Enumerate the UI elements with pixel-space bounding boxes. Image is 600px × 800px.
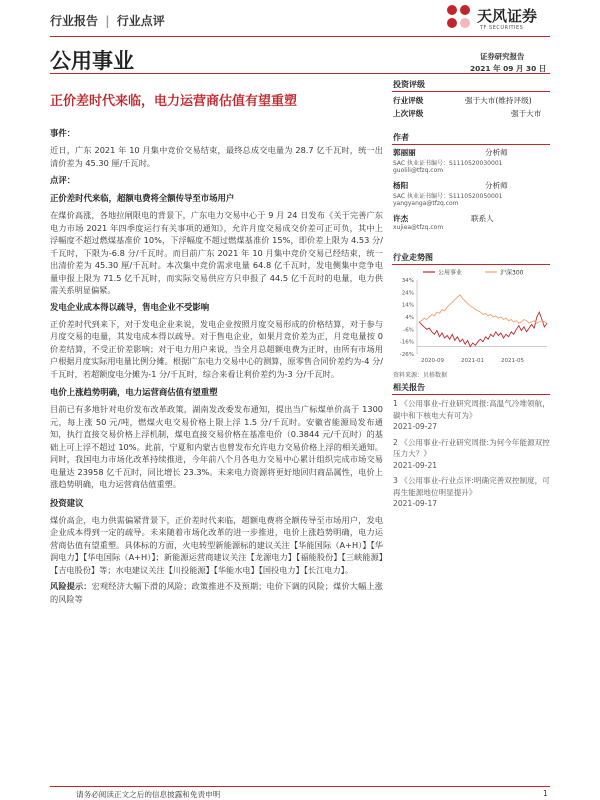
header-divider — [50, 36, 550, 37]
footer-divider — [50, 786, 550, 787]
report-type-tag — [50, 12, 165, 29]
last-rating-label: 上次评级 — [393, 109, 424, 118]
event-text: 近日，广东 2021 年 10 月集中竞价交易结束，最终总成交电量为 28.7 亿千瓦时，统一出清价差为 45.30 厘/千瓦时。 — [50, 145, 383, 168]
author-name: 杨阳 — [393, 181, 409, 190]
industry-trend-chart — [393, 266, 551, 366]
y-tick-label: 24% — [401, 290, 414, 297]
paragraph: 正价差时代到来下，对于发电企业来说，发电企业按照月度交易形成的价格结算，对于参与月度交易的电量，其发电成本得以疏导。对于售电企业，如果月竞价差为正，月竞电量按 0 价差结算，不受正价差影响；对于电力用户来说，当全月总超额电费为正时，由所有市场用户根据月度实际用电量比例分摊。根据广东电力交易中心的测算，原零售合同价差约为-4 分/千瓦时，若超额度电分摊为-1 分/千瓦时，综合来看让利价差约为-3 分/千瓦时。 — [50, 318, 383, 379]
industry-title: 公用事业 — [50, 49, 134, 73]
risk-warning — [50, 580, 383, 605]
event-heading: 事件： — [50, 128, 76, 138]
author-email[interactable]: yangyanga@tfzq.com — [393, 200, 459, 207]
report-type: 行业报告 — [50, 14, 99, 28]
x-tick-label: 2020-09 — [421, 358, 444, 364]
main-body — [50, 127, 383, 605]
author-name: 许杰 — [393, 214, 409, 223]
report-title: 正价差时代来临，电力运营商估值有望重塑 — [50, 94, 298, 109]
series-line — [419, 295, 547, 323]
author-name: 郭丽丽 — [393, 148, 416, 157]
y-tick-label: 4% — [405, 315, 414, 321]
y-tick-label: 14% — [401, 302, 414, 309]
logo-english: TF SECURITIES — [480, 25, 524, 31]
trend-heading: 行业走势图 — [393, 253, 433, 262]
related-report[interactable]: 2 《公用事业-行业研究周报:为何今年能源双控压力大？》 — [393, 437, 550, 458]
related-list — [393, 398, 551, 510]
related-date: 2021-09-17 — [393, 499, 438, 508]
report-subtype: 行业点评 — [116, 14, 165, 28]
author-role: 联系人 — [471, 214, 494, 223]
series-line — [419, 312, 547, 347]
author-heading: 作者 — [393, 133, 409, 142]
last-rating-value: 强于大市 — [511, 109, 542, 118]
paragraph: 在煤价高涨，各地拉闸限电的背景下，广东电力交易中心于 9 月 24 日发布《关于完善广东电力市场 2021 年四季度运行有关事项的通知》，允许月度交易成交价差可正可负，其中上浮幅度不超过燃煤基准价 10%，下浮幅度不超过燃煤基准价 15%，即价差上限为 4.53 分/千瓦时，下限为-6.8 分/千瓦时。而目前广东 2021 年 10 月集中竞价交易已经结束，统一出清价差为 45.30 厘/千瓦时。本次集中竞价需求电量 64.8 亿千瓦时，发电侧集中竞争电量申报上限为 71.5 亿千瓦时，而实际交易供应方只申报了 44.5 亿千瓦时的电量，电力供需关系明显偏紧。 — [50, 210, 383, 295]
related-report[interactable]: 1 《公用事业-行业研究周报:高温气冷堆领航，碳中和下核电大有可为》 — [393, 399, 550, 420]
risk-text: 宏观经济大幅下滑的风险；政策推进不及预期；电价下调的风险；煤价大幅上涨的风险等 — [50, 581, 383, 604]
page-number: 1 — [543, 789, 548, 798]
author-role: 分析师 — [485, 181, 508, 190]
related-date: 2021-09-21 — [393, 460, 438, 470]
y-tick-label: -6% — [403, 327, 414, 334]
y-tick-label: 34% — [401, 278, 414, 284]
author-role: 分析师 — [485, 148, 508, 157]
related-date: 2021-09-27 — [393, 422, 438, 431]
related-report[interactable]: 3 《公用事业-行业点评:明确完善双控制度，可再生能源地位明显提升》 — [393, 476, 550, 497]
x-tick-label: 2021-01 — [461, 358, 484, 364]
y-tick-label: -26% — [399, 352, 414, 358]
rating-label: 行业评级 — [393, 96, 424, 105]
investment-heading: 投资建议 — [50, 497, 84, 508]
author-sac: SAC 执业证书编号：S1110520030001 — [393, 160, 503, 167]
author-email[interactable]: xujiea@tfzq.com — [393, 224, 444, 231]
author-sac: SAC 执业证书编号：S1110520050001 — [393, 193, 503, 200]
legend-label: 公用事业 — [438, 269, 463, 277]
legend-label: 沪深300 — [500, 269, 524, 277]
report-date: 2021 年 09 月 30 日 — [470, 64, 547, 73]
risk-heading: 风险提示： — [50, 581, 92, 591]
related-heading: 相关报告 — [393, 383, 425, 392]
chart-source: 资料来源：贝格数据 — [393, 372, 448, 379]
sidebar-divider — [392, 394, 550, 395]
footer-disclaimer: 请务必阅读正文之后的信息披露和免责申明 — [76, 790, 221, 799]
company-logo — [444, 3, 550, 35]
investment-text: 煤价高企，电力供需偏紧背景下，正价差时代来临，超额电费将全额传导至市场用户，发电企业成本得到一定的疏导。未来随着市场化改革的进一步推进，电价上涨趋势明确，电力运营商估值有望重塑。具体标的方面，火电转型新能源标的建议关注【华能国际（A+H）】【华润电力】【华电国际（A+H）】；新能源运营商建议关注【龙源电力】【福能股份】【三峡能源】【吉电股份】等；水电建议关注【川投能源】【华能水电】【国投电力】【长江电力】。 — [50, 514, 383, 575]
y-tick-label: -16% — [399, 339, 414, 346]
rating-value: 强于大市(维持评级) — [465, 96, 532, 105]
rating-heading: 投资评级 — [393, 80, 425, 89]
section-heading: 正价差时代来临，超额电费将全额传导至市场用户 — [50, 193, 235, 203]
sidebar-divider — [392, 264, 550, 265]
paragraph: 目前已有多地针对电价发布改革政策，湖南发改委发布通知，提出当广标煤单价高于 1300 元，每上涨 50 元/吨，燃煤火电交易价格上限上浮 1.5 分/千瓦时。安徽省能源局发布通知，执行直接交易价格上浮机制，煤电直接交易价格在基准电价（0.3844 元/千瓦时）的基础上可上浮不超过 10%。此前，宁夏和内蒙古也曾发布允许电力交易价格上浮的相关通知。同时，我国电力市场化改革持续推进，今年前八个月各电力交易中心累计组织完成市场交易电量达 23958 亿千瓦时，同比增长 23.3%。未来电力资源将更好地回归商品属性，电价上涨趋势明确，电力运营商估值重塑。 — [50, 404, 383, 489]
section-heading: 电价上涨趋势明确，电力运营商估值有望重塑 — [50, 387, 218, 397]
author-email[interactable]: guolili@tfzq.com — [393, 167, 444, 174]
x-tick-label: 2021-05 — [501, 358, 524, 364]
separator: | — [105, 14, 110, 28]
sidebar-divider — [392, 144, 550, 145]
tf-logo-icon — [444, 3, 474, 33]
section-heading: 发电企业成本得以疏导，售电企业不受影响 — [50, 301, 210, 312]
sidebar-divider — [392, 91, 550, 92]
report-label: 证券研究报告 — [480, 52, 525, 61]
logo-name: 天风证券 — [477, 7, 538, 25]
comment-heading: 点评： — [50, 175, 76, 185]
